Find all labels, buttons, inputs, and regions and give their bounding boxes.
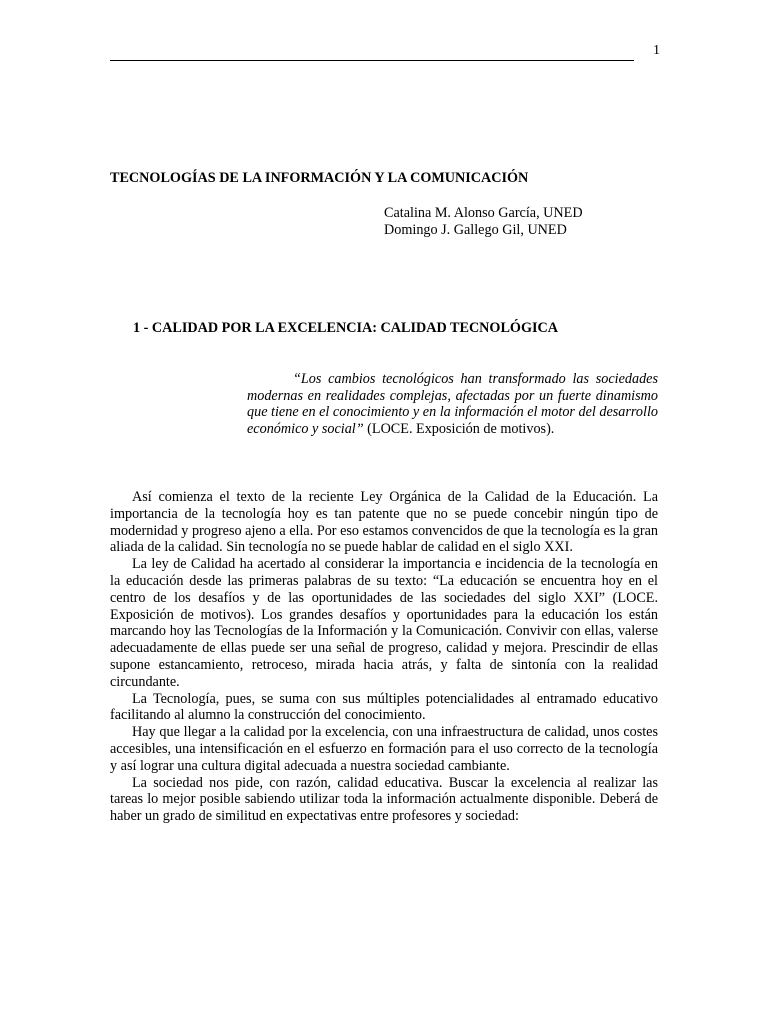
section-heading: 1 - CALIDAD POR LA EXCELENCIA: CALIDAD TECNOLÓGICA (133, 320, 559, 336)
epigraph (247, 371, 658, 438)
page-number: 1 (653, 43, 660, 58)
body-paragraph-2: La ley de Calidad ha acertado al considerar la importancia e incidencia de la tecnología en la educación desde las primeras palabras de su texto: “La educación se encuentra hoy en el centro de los desafíos y de las oportunidades de las sociedades del siglo XXI” (LOCE. Exposición de motivos). Los grandes desafíos y oportunidades para la educación los están marcando hoy las Tecnologías de la Información y la Comunicación. Convivir con ellas, valerse adecuadamente de ellas puede ser una señal de progreso, calidad y mejora. Prescindir de ellas supone estancamiento, retroceso, mirada hacia atrás, y falta de sintonía con la realidad circundante. (110, 556, 658, 690)
document-title: TECNOLOGÍAS DE LA INFORMACIÓN Y LA COMUNICACIÓN (110, 170, 529, 186)
body-text (110, 489, 658, 825)
epigraph-source: (LOCE. Exposición de motivos). (363, 421, 555, 438)
body-paragraph-1: Así comienza el texto de la reciente Ley Orgánica de la Calidad de la Educación. La importancia de la tecnología hoy es tan patente que no se puede concebir ningún tipo de modernidad y progreso ajeno a ella. Por eso estamos convencidos de que la tecnología es la gran aliada de la calidad. Sin tecnología no se puede hablar de calidad en el siglo XXI. (110, 489, 659, 556)
body-paragraph-5: La sociedad nos pide, con razón, calidad educativa. Buscar la excelencia al realizar las tareas lo mejor posible sabiendo utilizar toda la información actualmente disponible. Deberá de haber un grado de similitud en expectativas entre profesores y sociedad: (110, 774, 658, 825)
header-rule (110, 60, 634, 61)
body-paragraph-4: Hay que llegar a la calidad por la excelencia, con una infraestructura de calidad, unos costes accesibles, una intensificación en el esfuerzo en formación para el uso correcto de la tecnología y así lograr una cultura digital adecuada a nuestra sociedad cambiante. (110, 724, 658, 774)
author-1: Catalina M. Alonso García, UNED (384, 205, 583, 221)
epigraph-quote: “Los cambios tecnológicos han transformado las sociedades modernas en realidades complejas, afectadas por un fuerte dinamismo que tiene en el conocimiento y en la información el motor del desarrollo económico y social” (247, 371, 658, 438)
author-list (384, 205, 704, 239)
author-2: Domingo J. Gallego Gil, UNED (384, 222, 567, 238)
body-paragraph-3: La Tecnología, pues, se suma con sus múltiples potencialidades al entramado educativo facilitando al alumno la construcción del conocimiento. (110, 690, 658, 724)
